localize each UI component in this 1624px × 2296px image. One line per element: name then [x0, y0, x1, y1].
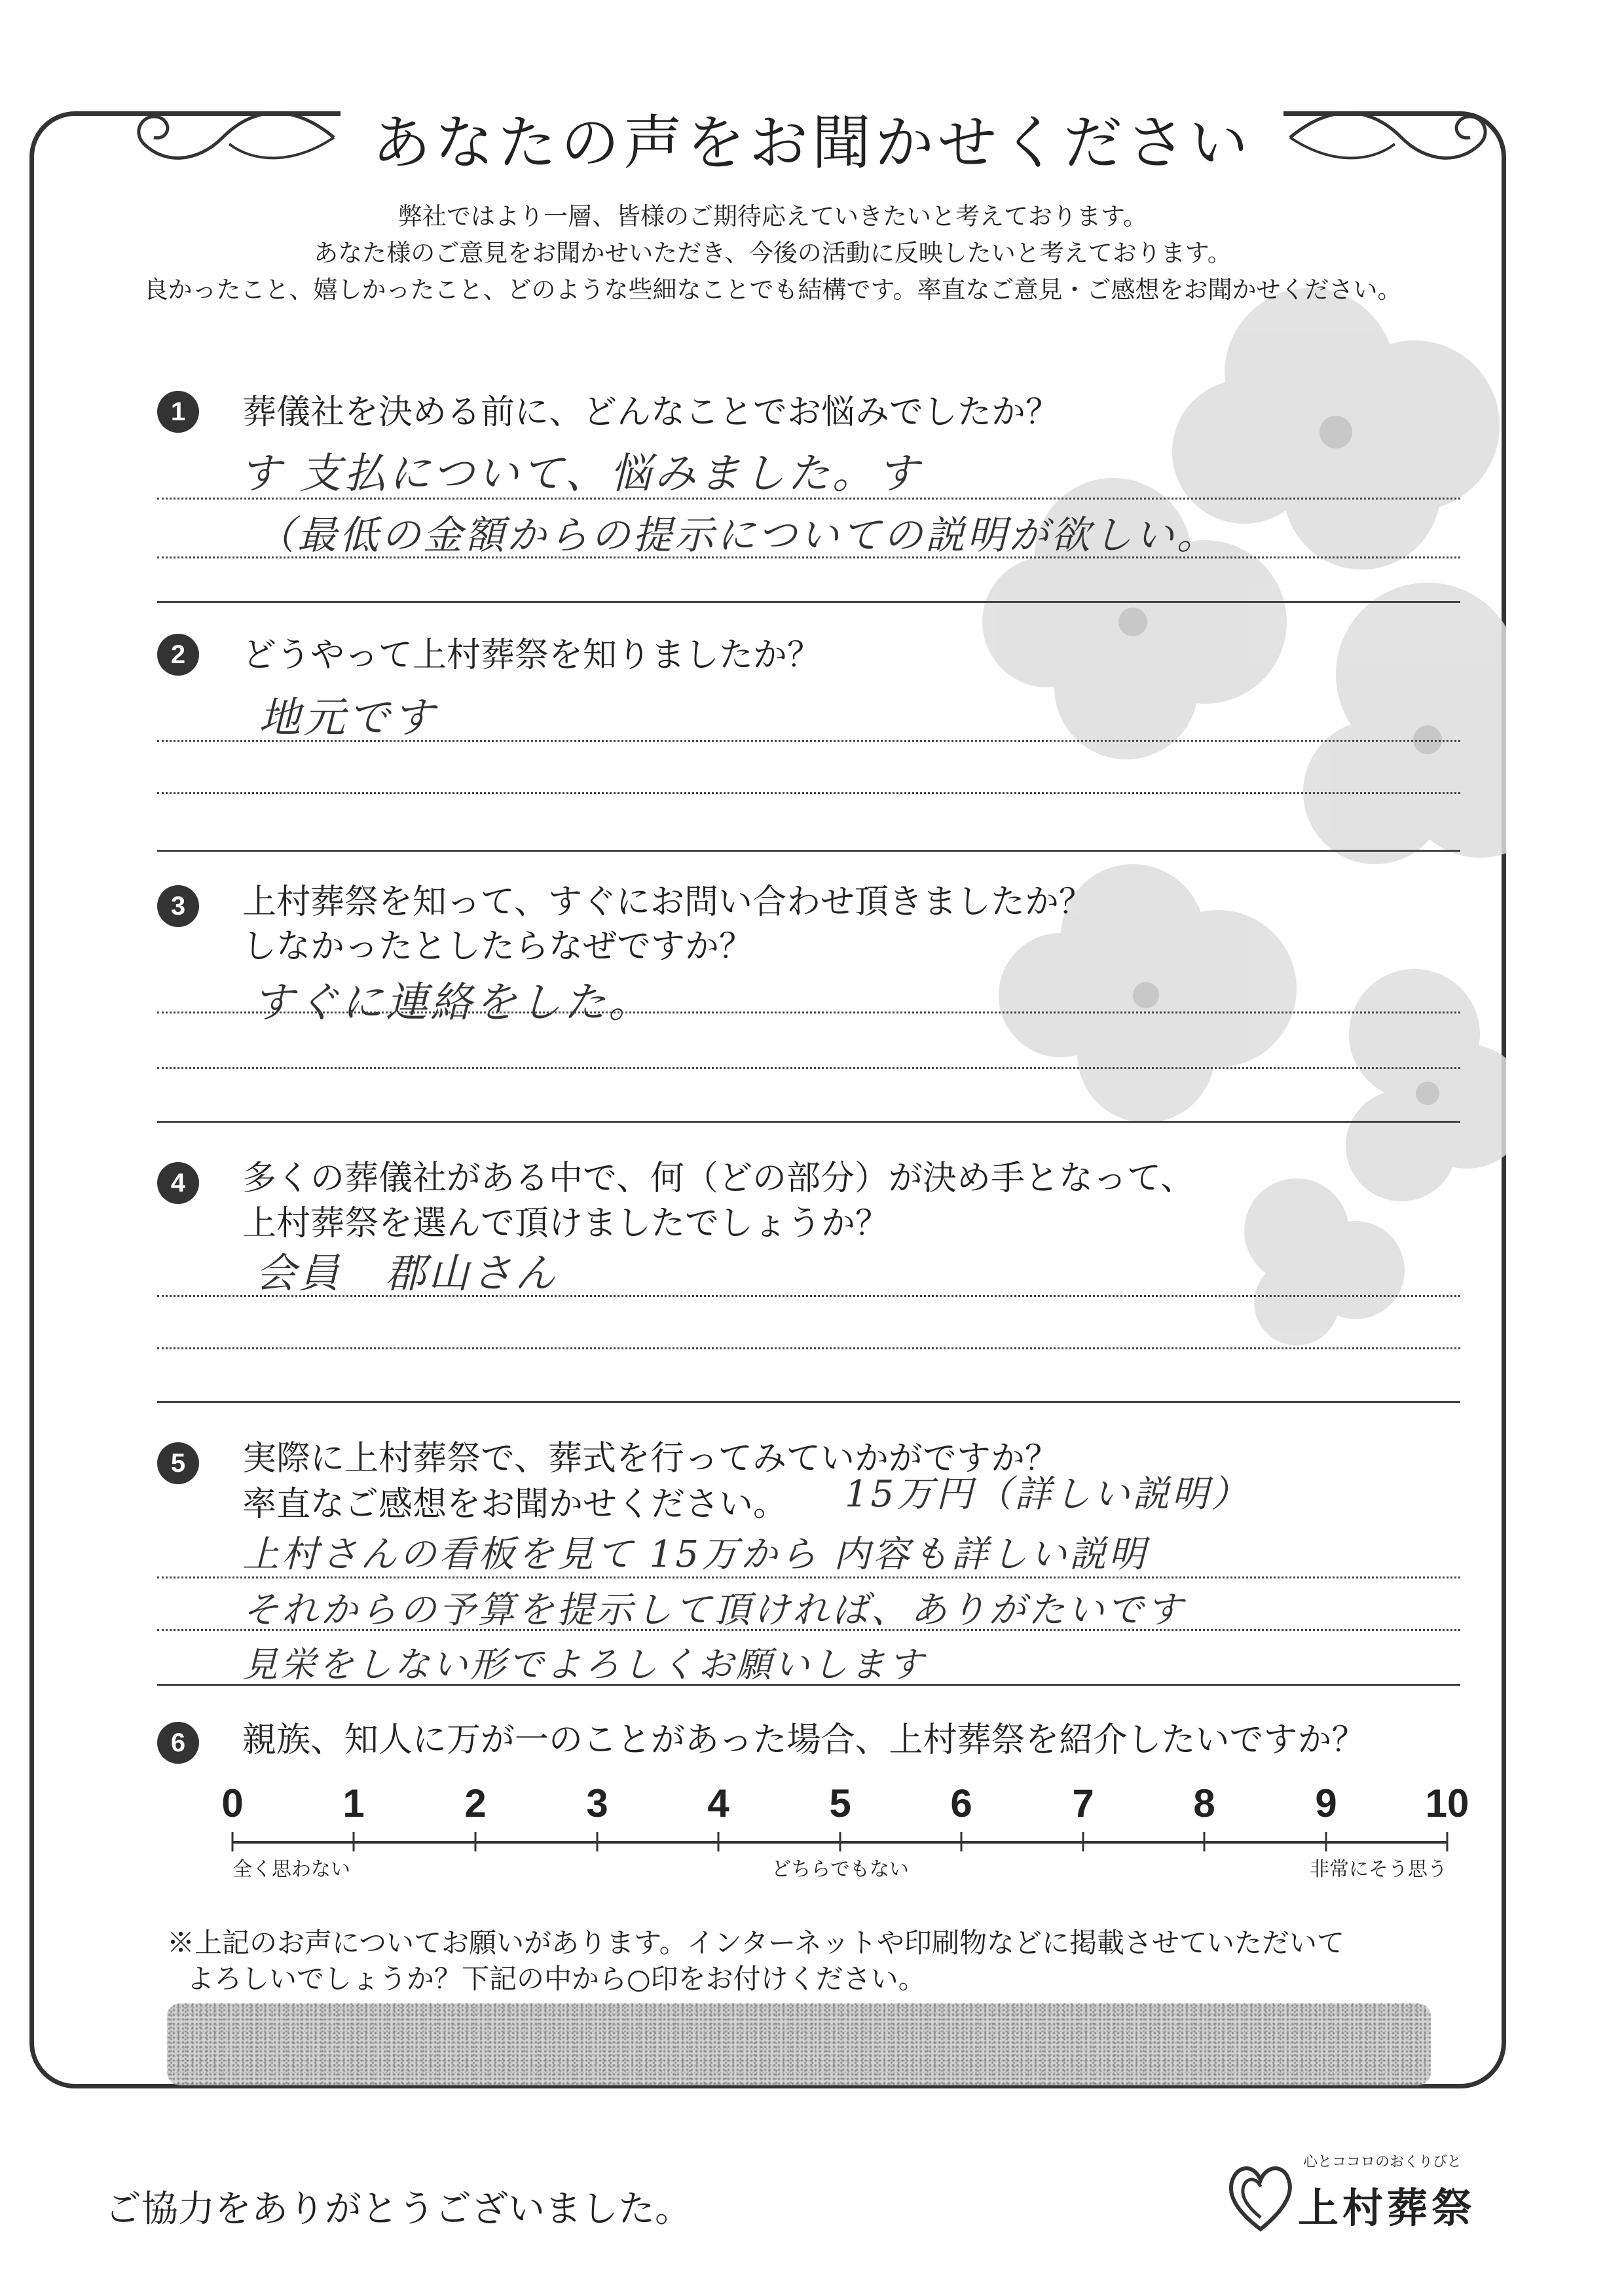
logo-tagline: 心とココロのおくりびと — [1303, 2154, 1462, 2170]
answer-line — [157, 1295, 1460, 1297]
scale-mid-label: どちらでもない — [771, 1859, 909, 1880]
publication-note-line-1: ※上記のお声についてお願いがあります。インターネットや印刷物などに掲載させていただいて — [167, 1927, 1345, 1959]
clover-flower-decoration — [838, 282, 1506, 1394]
company-logo — [1225, 2144, 1532, 2242]
thanks-message: ご協力をありがとうございました。 — [105, 2188, 692, 2231]
heart-logo-icon — [1225, 2157, 1297, 2236]
question-5-text-2: 率直なご感想をお聞かせください。 — [242, 1485, 788, 1524]
title-wrap — [341, 88, 1283, 187]
question-2-text: どうやって上村葬祭を知りましたか？ — [242, 636, 822, 675]
left-flourish-ornament — [124, 98, 341, 177]
question-4-answer-1: 会員 郡山さん — [255, 1249, 559, 1297]
intro-line-1: 弊社ではより一層、皆様のご期待応えていきたいと考えております。 — [397, 202, 1148, 230]
scale-num-0[interactable]: 0 — [221, 1781, 244, 1825]
question-2-number: 2 — [157, 634, 199, 676]
scale-num-6[interactable]: 6 — [950, 1781, 972, 1825]
scale-tick — [718, 1832, 720, 1851]
section-divider — [157, 850, 1460, 852]
scale-num-9[interactable]: 9 — [1315, 1781, 1337, 1825]
question-4-number: 4 — [157, 1162, 199, 1204]
right-flourish-ornament — [1283, 98, 1500, 177]
intro-line-2: あなた様のご意見をお聞かせいただき、今後の活動に反映したいと考えております。 — [314, 239, 1232, 267]
scale-tick — [1325, 1832, 1327, 1851]
publication-note-line-2: よろしいでしょうか？下記の中から○印をお付けください。 — [187, 1963, 926, 1995]
scale-num-2[interactable]: 2 — [464, 1781, 487, 1825]
question-1-number: 1 — [157, 391, 199, 433]
answer-line — [157, 1347, 1460, 1349]
question-3-text-1: 上村葬祭を知って、すぐにお問い合わせ頂きましたか？ — [242, 883, 1093, 922]
scale-low-label: 全く思わない — [232, 1859, 350, 1880]
answer-line — [157, 556, 1460, 558]
scale-tick — [1447, 1832, 1449, 1851]
question-1-answer-1: す 支払について、悩みました。す — [239, 450, 921, 498]
scale-num-3[interactable]: 3 — [586, 1781, 608, 1825]
section-divider — [157, 1401, 1460, 1403]
scale-num-5[interactable]: 5 — [829, 1781, 851, 1825]
answer-line — [157, 498, 1460, 500]
answer-line — [157, 740, 1460, 742]
section-divider — [157, 601, 1460, 603]
scale-tick — [475, 1832, 477, 1851]
intro-line-3: 良かったこと、嬉しかったこと、どのような些細なことでも結構です。率直なご意見・ご感想をお聞かせください。 — [143, 276, 1402, 304]
scale-num-4[interactable]: 4 — [707, 1781, 729, 1825]
question-3-text-2: しなかったとしたらなぜですか？ — [242, 927, 754, 966]
scale-tick — [1204, 1832, 1206, 1851]
answer-line — [157, 1629, 1460, 1631]
scale-tick — [1082, 1832, 1084, 1851]
question-1-answer-2: （最低の金額からの提示についての説明が欲しい。 — [255, 513, 1219, 558]
section-divider — [157, 1121, 1460, 1123]
question-6-number: 6 — [157, 1722, 199, 1764]
question-4-text-1: 多くの葬儀社がある中で、何（どの部分）が決め手となって、 — [242, 1159, 1194, 1198]
logo-name: 上村葬祭 — [1298, 2184, 1477, 2232]
answer-line — [157, 792, 1460, 794]
scale-num-8[interactable]: 8 — [1193, 1781, 1215, 1825]
question-3-number: 3 — [157, 885, 199, 927]
redacted-area — [167, 2003, 1431, 2085]
scale-tick — [597, 1832, 599, 1851]
scale-num-7[interactable]: 7 — [1072, 1781, 1094, 1825]
question-5-answer-1: 上村さんの看板を見て 15万から 内容も詳しい説明 — [242, 1533, 1148, 1576]
scale-high-label: 非常にそう思う — [1310, 1859, 1447, 1880]
question-2-answer-1: 地元です — [259, 694, 437, 742]
scale-tick — [232, 1832, 234, 1851]
scale-num-1[interactable]: 1 — [342, 1781, 365, 1825]
answer-line — [157, 1576, 1460, 1578]
answer-line — [157, 1011, 1460, 1013]
question-6-text: 親族、知人に万が一のことがあった場合、上村葬祭を紹介したいですか？ — [242, 1721, 1366, 1760]
scale-tick — [961, 1832, 963, 1851]
question-1-text: 葬儀社を決める前に、どんなことでお悩みでしたか？ — [242, 393, 1060, 432]
scale-tick — [353, 1832, 355, 1851]
question-5-answer-2: それからの予算を提示して頂ければ、ありがたいです — [242, 1589, 1185, 1631]
question-3-answer-1: すぐに連絡をした。 — [252, 979, 653, 1027]
scale-num-10[interactable]: 10 — [1425, 1781, 1469, 1825]
answer-line — [157, 1067, 1460, 1069]
scale-tick — [840, 1832, 841, 1851]
question-5-number: 5 — [157, 1442, 199, 1484]
question-4-text-2: 上村葬祭を選んで頂けましたでしょうか？ — [242, 1204, 890, 1243]
question-5-answer-3: 見栄をしない形でよろしくお願いします — [242, 1644, 926, 1685]
question-5-inline-answer: 15万円（詳しい説明） — [845, 1473, 1251, 1516]
section-divider — [157, 1684, 1460, 1686]
page-title: あなたの声をお聞かせください — [372, 109, 1252, 177]
question-5-text-1: 実際に上村葬祭で、葬式を行ってみていかがですか？ — [242, 1439, 1059, 1478]
